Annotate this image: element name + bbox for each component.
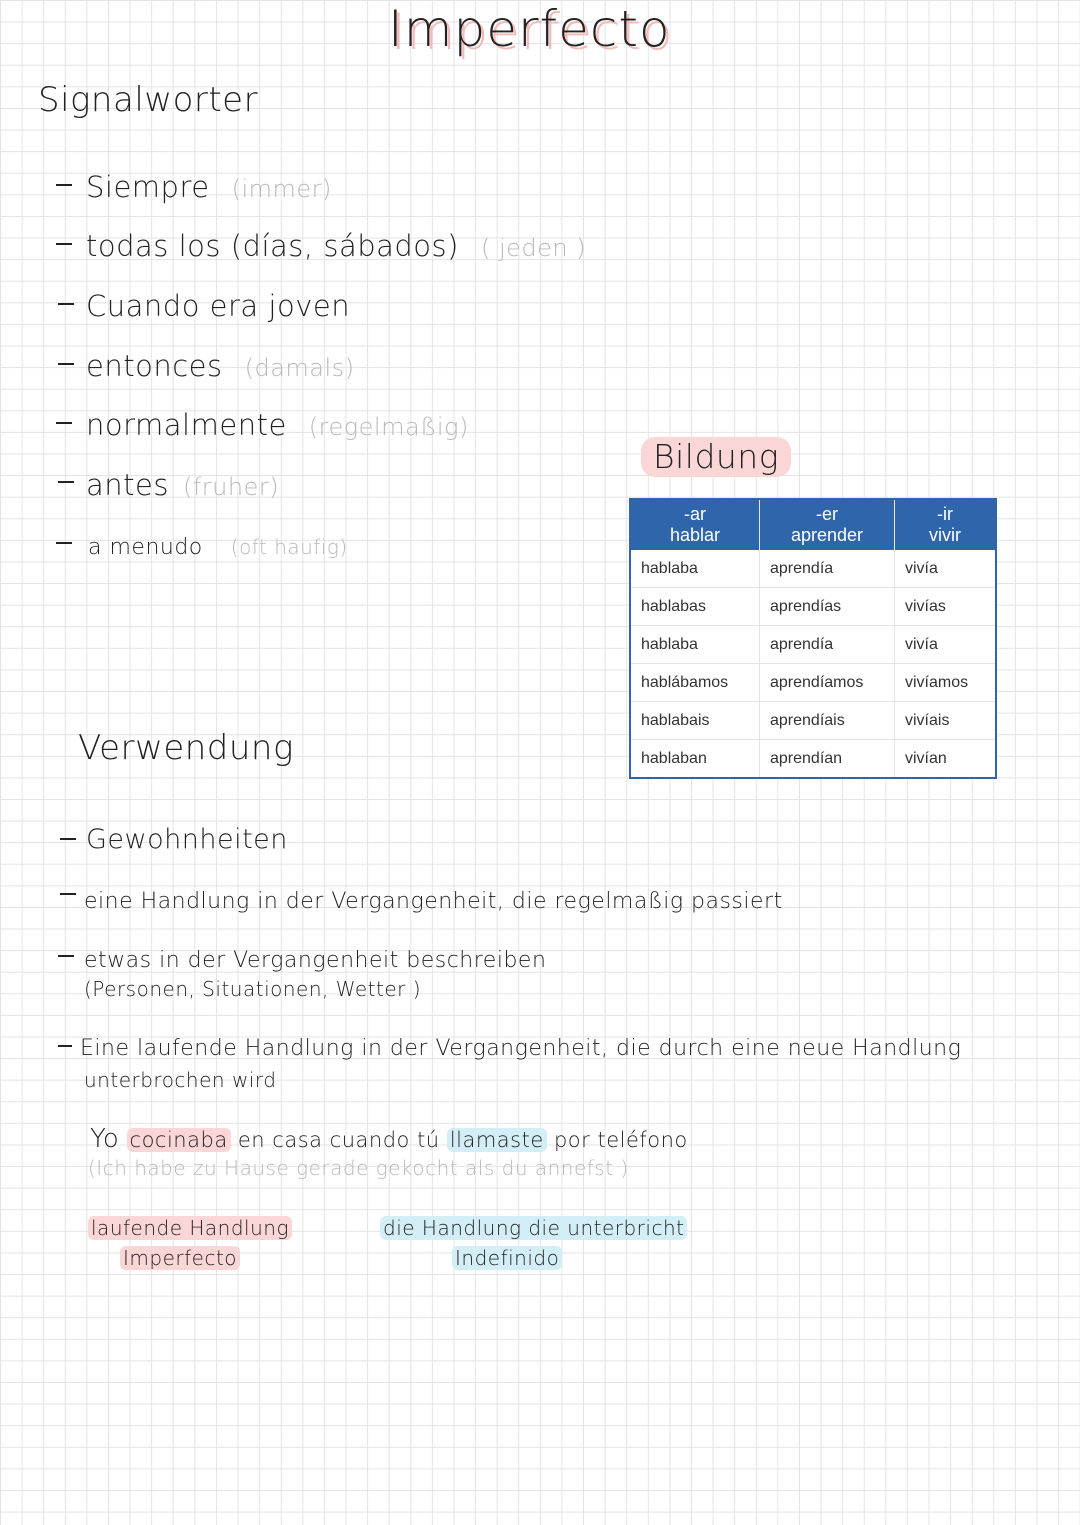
header-ending: -er: [816, 504, 838, 524]
signal-word-item: [86, 229, 586, 263]
table-cell: aprendía: [760, 626, 895, 664]
example-highlight-imperfecto: cocinaba: [127, 1128, 231, 1152]
legend-indefinido: Indefinido: [452, 1246, 562, 1270]
signal-word-item: [86, 408, 469, 442]
conjugation-table: [629, 498, 997, 779]
example-word: por teléfono: [553, 1128, 688, 1152]
header-ending: -ar: [684, 504, 706, 524]
signal-word: a menudo: [88, 535, 203, 560]
header-verb: hablar: [669, 525, 721, 545]
table-cell: hablaba: [630, 626, 760, 664]
table-cell: hablabas: [630, 588, 760, 626]
signal-word-item: [86, 349, 355, 383]
signal-word: normalmente: [86, 408, 287, 442]
table-header-row: [630, 499, 996, 550]
bullet-dash: [56, 184, 72, 186]
example-sentence: [90, 1124, 688, 1154]
legend-unterbrechende-handlung: die Handlung die unterbricht: [380, 1216, 687, 1240]
use-item: eine Handlung in der Vergangenheit, die regelmaßig passiert: [84, 889, 783, 914]
table-cell: vivía: [895, 550, 997, 588]
table-row: [630, 664, 996, 702]
header-er: [760, 499, 895, 550]
signal-word-gloss: (damals): [244, 354, 355, 382]
table-cell: vivían: [905, 749, 947, 767]
example-word: en casa cuando tú: [237, 1128, 440, 1152]
table-cell: hablábamos: [630, 664, 760, 702]
bullet-dash: [58, 363, 74, 365]
example-word: Yo: [90, 1124, 120, 1154]
use-item-detail: unterbrochen wird: [84, 1068, 277, 1092]
table-cell: aprendíamos: [760, 664, 895, 702]
signal-word-gloss: (oft haufig): [230, 535, 348, 559]
bullet-dash: [56, 243, 72, 245]
table-cell: hablaban: [630, 740, 760, 779]
signal-word-gloss: (immer): [231, 175, 332, 203]
bullet-dash: [60, 838, 76, 840]
table-cell: aprendían: [760, 740, 895, 779]
page-title: Imperfecto: [388, 0, 671, 58]
bullet-dash: [58, 481, 74, 483]
example-highlight-indefinido: llamaste: [447, 1128, 547, 1152]
bullet-dash: [56, 422, 72, 424]
signal-word-gloss: ( jeden ): [480, 234, 587, 262]
table-cell: aprendías: [760, 588, 895, 626]
signal-word-item: [86, 289, 350, 323]
signal-word-gloss: (regelmaßig): [308, 413, 469, 441]
bullet-dash: [60, 893, 76, 895]
header-ir: [895, 499, 997, 550]
legend-laufende-handlung: laufende Handlung: [88, 1216, 292, 1240]
signal-word: todas los (días, sábados): [86, 229, 459, 263]
header-ar: [630, 499, 760, 550]
signal-words-heading: Signalworter: [38, 80, 259, 120]
signal-word: Cuando era joven: [86, 289, 351, 323]
legend-imperfecto: Imperfecto: [120, 1246, 240, 1270]
use-item: etwas in der Vergangenheit beschreiben: [84, 948, 547, 973]
bullet-dash: [58, 1045, 72, 1047]
table-cell: vivías: [895, 588, 997, 626]
example-translation: (Ich habe zu Hause gerade gekocht als du annefst ): [88, 1156, 629, 1180]
signal-word-item: [86, 170, 332, 204]
table-cell: vivía: [895, 626, 997, 664]
use-item: Eine laufende Handlung in der Vergangenheit, die durch eine neue Handlung: [80, 1036, 962, 1061]
header-ending: -ir: [937, 504, 953, 524]
signal-word-item: [86, 468, 279, 502]
bullet-dash: [58, 303, 74, 305]
signal-word: antes: [86, 468, 169, 502]
use-item-detail: (Personen, Situationen, Wetter ): [84, 977, 422, 1001]
table-cell: vivíais: [895, 702, 997, 740]
signal-word-item: [88, 535, 348, 560]
table-cell: hablaba: [630, 550, 760, 588]
use-item: Gewohnheiten: [86, 824, 288, 855]
bildung-label: Bildung: [641, 437, 791, 477]
table-row: [630, 740, 996, 779]
header-verb: aprender: [790, 525, 864, 545]
header-verb: vivir: [929, 525, 961, 545]
table-row: [630, 550, 996, 588]
table-cell: aprendía: [760, 550, 895, 588]
table-row: [630, 626, 996, 664]
table-row: [630, 702, 996, 740]
table-cell: hablabais: [630, 702, 760, 740]
table-cell: vivíamos: [895, 664, 997, 702]
table-row: [630, 588, 996, 626]
signal-word-gloss: (fruher): [182, 473, 280, 501]
verwendung-heading: Verwendung: [78, 728, 294, 768]
signal-word: entonces: [86, 349, 223, 383]
bullet-dash: [56, 542, 72, 544]
bullet-dash: [58, 955, 74, 957]
signal-word: Siempre: [86, 170, 210, 204]
table-cell: aprendíais: [760, 702, 895, 740]
